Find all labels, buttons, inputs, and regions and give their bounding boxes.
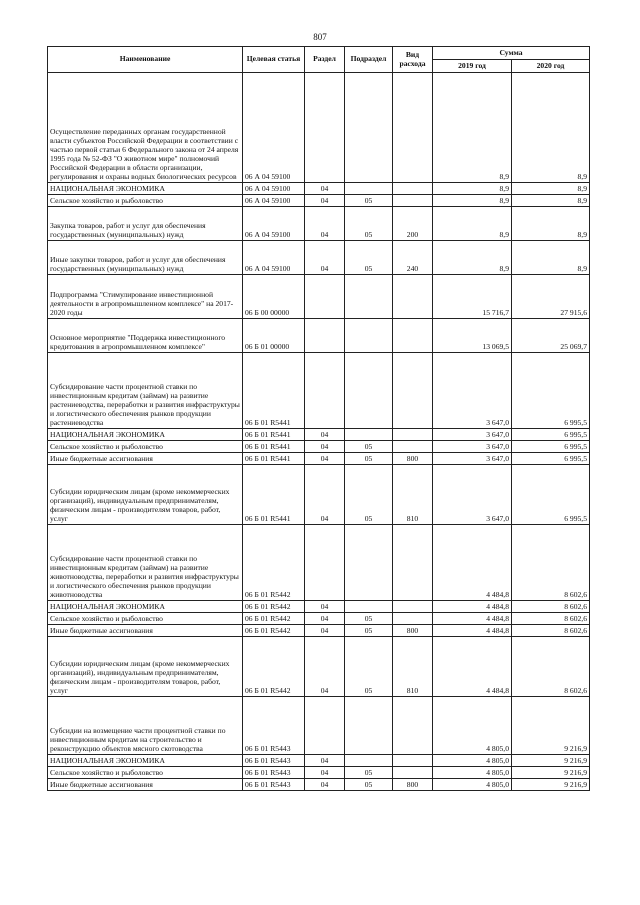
row-section: 04 [305, 429, 345, 441]
row-name: Иные бюджетные ассигнования [48, 779, 243, 791]
row-name: Сельское хозяйство и рыболовство [48, 195, 243, 207]
table-header [48, 47, 590, 73]
row-section [305, 697, 345, 755]
row-sum-2019: 8,9 [433, 73, 512, 183]
row-target-code: 06 Б 01 R5443 [243, 755, 305, 767]
header-subsection: Подраздел [345, 47, 393, 73]
row-name: НАЦИОНАЛЬНАЯ ЭКОНОМИКА [48, 601, 243, 613]
table-row [48, 613, 590, 625]
row-target-code: 06 Б 01 00000 [243, 319, 305, 353]
row-subsection [345, 183, 393, 195]
table-body [48, 73, 590, 791]
header-name: Наименование [48, 47, 243, 73]
row-sum-2019: 8,9 [433, 207, 512, 241]
row-section [305, 353, 345, 429]
row-target-code: 06 Б 01 R5441 [243, 429, 305, 441]
row-sum-2020: 6 995,5 [512, 429, 590, 441]
row-sum-2020: 8 602,6 [512, 613, 590, 625]
row-sum-2020: 8 602,6 [512, 525, 590, 601]
row-subsection [345, 275, 393, 319]
row-expense [393, 755, 433, 767]
row-target-code: 06 А 04 59100 [243, 241, 305, 275]
table-row [48, 429, 590, 441]
row-target-code: 06 Б 01 R5441 [243, 453, 305, 465]
table-row [48, 241, 590, 275]
row-subsection: 05 [345, 195, 393, 207]
table-row [48, 275, 590, 319]
row-name: Субсидирование части процентной ставки по инвестиционным кредитам (займам) на развитие растениеводства, переработки и развития инфраструктуры и логистического обеспечения рынков продукции растениеводства [48, 353, 243, 429]
row-target-code: 06 Б 01 R5441 [243, 441, 305, 453]
row-section: 04 [305, 207, 345, 241]
row-expense [393, 429, 433, 441]
row-sum-2020: 9 216,9 [512, 697, 590, 755]
row-name: Основное мероприятие "Поддержка инвестиционного кредитования в агропромышленном комплексе" [48, 319, 243, 353]
row-expense: 810 [393, 465, 433, 525]
row-target-code: 06 А 04 59100 [243, 207, 305, 241]
row-expense [393, 525, 433, 601]
row-sum-2020: 8,9 [512, 183, 590, 195]
row-expense: 800 [393, 779, 433, 791]
row-name: НАЦИОНАЛЬНАЯ ЭКОНОМИКА [48, 183, 243, 195]
row-sum-2019: 8,9 [433, 183, 512, 195]
row-target-code: 06 Б 01 R5441 [243, 353, 305, 429]
row-section: 04 [305, 241, 345, 275]
row-section: 04 [305, 613, 345, 625]
row-name: Сельское хозяйство и рыболовство [48, 613, 243, 625]
row-sum-2019: 3 647,0 [433, 465, 512, 525]
row-target-code: 06 Б 01 R5442 [243, 625, 305, 637]
row-target-code: 06 Б 01 R5442 [243, 637, 305, 697]
row-name: Сельское хозяйство и рыболовство [48, 441, 243, 453]
table-row [48, 319, 590, 353]
row-section: 04 [305, 779, 345, 791]
row-subsection: 05 [345, 441, 393, 453]
table-row [48, 755, 590, 767]
row-target-code: 06 Б 01 R5442 [243, 613, 305, 625]
row-sum-2019: 4 805,0 [433, 697, 512, 755]
row-sum-2020: 8,9 [512, 241, 590, 275]
header-target: Целевая статья [243, 47, 305, 73]
row-section: 04 [305, 441, 345, 453]
row-subsection: 05 [345, 241, 393, 275]
row-name: Субсидии юридическим лицам (кроме некоммерческих организаций), индивидуальным предпринимателям, физическим лицам - производителям товаров, работ, услуг [48, 637, 243, 697]
row-sum-2019: 8,9 [433, 195, 512, 207]
row-name: Субсидии юридическим лицам (кроме некоммерческих организаций), индивидуальным предпринимателям, физическим лицам - производителям товаров, работ, услуг [48, 465, 243, 525]
table-row [48, 525, 590, 601]
table-row [48, 625, 590, 637]
header-section: Раздел [305, 47, 345, 73]
row-expense: 800 [393, 453, 433, 465]
row-expense [393, 275, 433, 319]
row-section [305, 73, 345, 183]
table-row [48, 353, 590, 429]
table-row [48, 767, 590, 779]
row-expense [393, 319, 433, 353]
row-subsection [345, 525, 393, 601]
row-sum-2020: 6 995,5 [512, 353, 590, 429]
table-row [48, 73, 590, 183]
row-subsection: 05 [345, 207, 393, 241]
row-sum-2019: 15 716,7 [433, 275, 512, 319]
row-target-code: 06 Б 01 R5443 [243, 697, 305, 755]
table-row [48, 195, 590, 207]
row-expense: 200 [393, 207, 433, 241]
row-sum-2019: 4 484,8 [433, 601, 512, 613]
row-sum-2020: 9 216,9 [512, 779, 590, 791]
row-subsection: 05 [345, 767, 393, 779]
row-subsection: 05 [345, 779, 393, 791]
header-2020: 2020 год [512, 60, 590, 73]
row-section [305, 319, 345, 353]
row-expense [393, 441, 433, 453]
row-target-code: 06 А 04 59100 [243, 195, 305, 207]
header-sum: Сумма [433, 47, 590, 60]
row-expense: 240 [393, 241, 433, 275]
row-name: НАЦИОНАЛЬНАЯ ЭКОНОМИКА [48, 429, 243, 441]
row-name: Иные бюджетные ассигнования [48, 453, 243, 465]
table-row [48, 441, 590, 453]
row-name: Субсидии на возмещение части процентной ставки по инвестиционным кредитам на строительство и реконструкцию объектов мясного скотоводства [48, 697, 243, 755]
row-sum-2019: 8,9 [433, 241, 512, 275]
row-target-code: 06 А 04 59100 [243, 73, 305, 183]
table-row [48, 183, 590, 195]
row-section: 04 [305, 601, 345, 613]
table-row [48, 207, 590, 241]
row-sum-2019: 4 484,8 [433, 625, 512, 637]
row-sum-2019: 3 647,0 [433, 353, 512, 429]
table-row [48, 637, 590, 697]
row-expense: 810 [393, 637, 433, 697]
row-subsection: 05 [345, 637, 393, 697]
row-sum-2019: 4 805,0 [433, 767, 512, 779]
row-name: Осуществление переданных органам государственной власти субъектов Российской Федерации в соответствии с частью первой статьи 6 Федерального закона от 24 апреля 1995 года № 52-ФЗ "О животном мире" полномочий Российской Федерации в области организации, регулирования и охраны водных биологических ресурсов [48, 73, 243, 183]
row-sum-2020: 8,9 [512, 73, 590, 183]
row-section: 04 [305, 767, 345, 779]
row-section: 04 [305, 195, 345, 207]
row-name: Иные закупки товаров, работ и услуг для обеспечения государственных (муниципальных) нужд [48, 241, 243, 275]
table-row [48, 601, 590, 613]
row-expense [393, 601, 433, 613]
row-section: 04 [305, 637, 345, 697]
row-target-code: 06 Б 01 R5441 [243, 465, 305, 525]
row-section: 04 [305, 183, 345, 195]
row-expense [393, 353, 433, 429]
table-row [48, 779, 590, 791]
row-subsection [345, 697, 393, 755]
row-name: НАЦИОНАЛЬНАЯ ЭКОНОМИКА [48, 755, 243, 767]
row-target-code: 06 Б 01 R5442 [243, 525, 305, 601]
row-sum-2019: 3 647,0 [433, 429, 512, 441]
row-section: 04 [305, 625, 345, 637]
row-subsection [345, 429, 393, 441]
row-expense [393, 697, 433, 755]
row-target-code: 06 А 04 59100 [243, 183, 305, 195]
row-subsection [345, 755, 393, 767]
row-name: Сельское хозяйство и рыболовство [48, 767, 243, 779]
row-sum-2020: 25 069,7 [512, 319, 590, 353]
row-expense [393, 73, 433, 183]
row-target-code: 06 Б 01 R5443 [243, 779, 305, 791]
row-sum-2020: 8,9 [512, 207, 590, 241]
row-sum-2019: 3 647,0 [433, 453, 512, 465]
row-sum-2020: 8,9 [512, 195, 590, 207]
row-expense [393, 183, 433, 195]
page-number: 807 [313, 32, 327, 42]
row-name: Подпрограмма "Стимулирование инвестиционной деятельности в агропромышленном комплексе" на 2017-2020 годы [48, 275, 243, 319]
row-subsection: 05 [345, 465, 393, 525]
row-sum-2020: 8 602,6 [512, 625, 590, 637]
row-subsection [345, 73, 393, 183]
row-sum-2020: 6 995,5 [512, 465, 590, 525]
row-expense [393, 195, 433, 207]
row-expense [393, 767, 433, 779]
row-section [305, 275, 345, 319]
row-sum-2019: 4 484,8 [433, 525, 512, 601]
header-expense: Вид расхода [393, 47, 433, 73]
row-sum-2020: 8 602,6 [512, 601, 590, 613]
row-subsection: 05 [345, 625, 393, 637]
row-target-code: 06 Б 00 00000 [243, 275, 305, 319]
row-section: 04 [305, 755, 345, 767]
row-name: Закупка товаров, работ и услуг для обеспечения государственных (муниципальных) нужд [48, 207, 243, 241]
row-section: 04 [305, 465, 345, 525]
row-section [305, 525, 345, 601]
row-expense [393, 613, 433, 625]
table-row [48, 465, 590, 525]
row-sum-2019: 4 805,0 [433, 779, 512, 791]
row-subsection [345, 353, 393, 429]
row-sum-2019: 13 069,5 [433, 319, 512, 353]
row-target-code: 06 Б 01 R5442 [243, 601, 305, 613]
row-subsection [345, 319, 393, 353]
row-sum-2019: 4 484,8 [433, 613, 512, 625]
row-sum-2020: 6 995,5 [512, 453, 590, 465]
row-name: Субсидирование части процентной ставки по инвестиционным кредитам (займам) на развитие животноводства, переработки и развития инфраструктуры и логистического обеспечения рынков продукции животноводства [48, 525, 243, 601]
row-sum-2019: 4 484,8 [433, 637, 512, 697]
table-row [48, 453, 590, 465]
row-sum-2020: 8 602,6 [512, 637, 590, 697]
row-subsection: 05 [345, 453, 393, 465]
row-subsection: 05 [345, 613, 393, 625]
budget-table [47, 46, 590, 791]
row-sum-2020: 9 216,9 [512, 767, 590, 779]
row-sum-2019: 4 805,0 [433, 755, 512, 767]
row-sum-2020: 6 995,5 [512, 441, 590, 453]
row-expense: 800 [393, 625, 433, 637]
row-sum-2019: 3 647,0 [433, 441, 512, 453]
row-target-code: 06 Б 01 R5443 [243, 767, 305, 779]
table-row [48, 697, 590, 755]
row-sum-2020: 9 216,9 [512, 755, 590, 767]
row-sum-2020: 27 915,6 [512, 275, 590, 319]
row-name: Иные бюджетные ассигнования [48, 625, 243, 637]
row-section: 04 [305, 453, 345, 465]
header-2019: 2019 год [433, 60, 512, 73]
row-subsection [345, 601, 393, 613]
